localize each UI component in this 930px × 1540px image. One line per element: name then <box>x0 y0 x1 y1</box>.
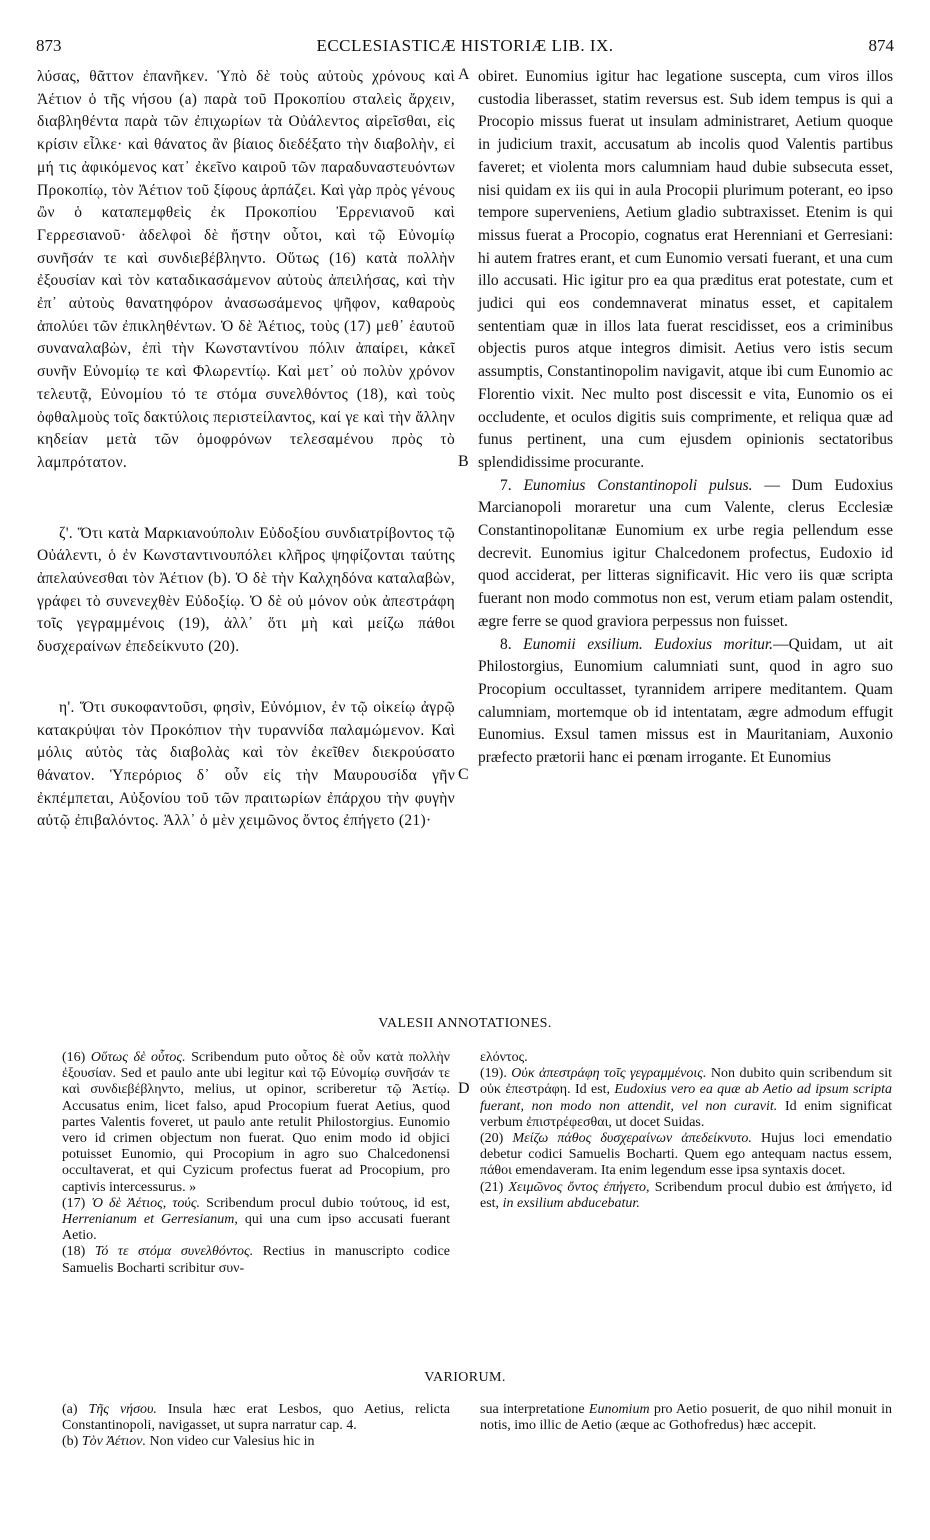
note-lemma: Τῆς νήσου. <box>88 1402 157 1417</box>
variorum-notes-left <box>62 1402 450 1451</box>
running-title: ECCLESIASTICÆ HISTORIÆ LIB. IX. <box>316 36 614 55</box>
note-number: (17) <box>62 1195 86 1211</box>
note-number: (18) <box>62 1244 86 1260</box>
note-number: (20) <box>480 1131 504 1147</box>
note-number: (16) <box>62 1050 86 1065</box>
note-emphasis: Eunomium <box>588 1402 650 1417</box>
note-text: Scribendum procul dubio est ἀπήγετο, id est, <box>480 1179 892 1211</box>
latin-paragraph-1: obiret. Eunomius igitur hac legatione suscepta, cum viros illos custodia liberasset, statim reversus est. Sub idem tempus is qui a Procopio missus fuerat ut insulam administraret, Aetium quoque in judicium traxit, accusatum ab incolis quod Valentis partibus faveret; et violenta mors calumniam haud dubie subsecuta esset, nisi quidam ex iis qui in aula Procopii plurimum poterant, eo ipso tempore superveniens, Aetium gladio subtraxisset. Etenim is qui missus fuerat a Procopio, cognatus erat Herenniani et Gerresiani: hi autem fratres erant, et cum Eunomio versati fuerant, et una cum illo accusati. Hic igitur pro ea qua præditus erat potestate, cum et judici qui eos condemnaverat minatus esset, et capitalem sententiam quæ in illos lata fuerat rescidisset, eos a criminibus objectis puros atque integros dimisit. Aetius vero istis secum assumptis, Constantinopolim navigavit, atque ibi cum Eunomio ac Florentio vixit. Nec multo post discessit e vita, Eunomio os ei occludente, et oculos digitis suis comprimente, et reliqua quæ ad funus pertinent, una cum ejusdem opinionis sectatoribus splendidissime procurante. <box>478 68 893 471</box>
section-title-7: Eunomius Constantinopoli pulsus. <box>523 476 753 494</box>
note-emphasis: Eudoxius vero ea quæ ab Aetio ad ipsum scripta fuerant, non modo non attendit, vel non curavit. <box>480 1082 892 1114</box>
latin-paragraph-8 <box>478 634 893 770</box>
variorum-note-b-continued <box>480 1402 892 1434</box>
latin-paragraph-7-body: — Dum Eudoxius Marcianopoli moraretur una cum Valente, clerus Ecclesiæ Constantinopolitanæ Eunomium ex urbe regia pellendum esse decrevit. Eunomius igitur Chalcedonem profectus, Eudoxio id quod acciderat, per litteras significavit. Hic vero iis quæ scripta fuerant non modo commotus non est, verum etiam palam ostendit, ægre ferre se quod graviora perpessus non fuisset. <box>478 476 894 630</box>
note-17 <box>62 1196 450 1245</box>
latin-paragraph-8-body: —Quidam, ut ait Philostorgius, Eunomium calumniati sunt, quod in agro suo Procopium occultasset, tyrannidem arripere meditantem. Quam calumniam, mortemque ob id intentatam, ægre admodum effugit Eunomius. Exsul tamen missus est in Mauritaniam, Auxonio præfecto prætorii hanc ei pœnam irrogante. Et Eunomius <box>478 635 893 767</box>
note-21 <box>480 1180 892 1212</box>
note-emphasis: Herrenianum et Gerresianum <box>62 1212 235 1228</box>
note-lemma: Τό τε στόμα συνελθόντος. <box>94 1244 254 1260</box>
note-number: (19). <box>480 1066 507 1082</box>
section-number-8: 8. <box>500 635 512 653</box>
latin-paragraph-7 <box>478 475 893 634</box>
note-text: sua interpretatione <box>480 1402 589 1417</box>
note-text: Scribendum procul dubio τούτους, id est, <box>200 1195 450 1211</box>
note-19 <box>480 1066 892 1131</box>
note-lemma: Τὸν Ἀέτιον. <box>81 1434 147 1450</box>
greek-paragraph-1: λύσας, θᾶττον ἐπανῆκεν. Ὑπὸ δὲ τοὺς αὐτοὺς χρόνους καὶ Ἀέτιον ὁ τῆς νήσου (a) παρὰ τοῦ Προκοπίου σταλεὶς ἄρχειν, διαβληθέντα παρὰ τῶν ἐπιχωρίων τὰ Οὐάλεντος αἱρεῖσθαι, εἰς κρίσιν εἷλκε· καὶ θάνατος ἂν βίαιος διεδέξατο τὴν διαβολὴν, εἰ μή τις ἀφικόμενος κατ᾽ ἐκεῖνο καιροῦ τῶν παραδυναστευόντων Προκοπίῳ, τὸν Ἀέτιον τοῦ ξίφους ἁρπάζει. Καὶ γὰρ πρὸς γένους ὢν ὁ καταπεμφθεὶς ἐκ Προκοπίου Ἐρρενιανοῦ καὶ Γερρεσιανοῦ· ἀδελφοὶ δὲ ἤστην οὗτοι, καὶ τῷ Εὐνομίῳ συνῆσάν τε καὶ συνδιεβέβληντο. Οὕτως (16) κατὰ πολλὴν ἐξουσίαν καὶ τὸν καταδικασάμενον αὐτοὺς ἀπειλήσας, καὶ τὴν ἐπ᾽ αὐτοὺς θανατηφόρον ἀνασωσάμενος ψῆφον, καθαροὺς ἀπολύει τῶν ἐπικληθέντων. Ὁ δὲ Ἀέτιος, τοὺς (17) μεθ᾽ ἑαυτοῦ συναναλαβὼν, ἐπὶ τὴν Κωνσταντίνου πόλιν ἀπαίρει, κἀκεῖ συνῆν Εὐνομίῳ τε καὶ Φλωρεντίῳ. Καὶ μετ᾽ οὐ πολὺν χρόνον τελευτᾷ, Εὐνομίου τό τε στόμα συνελθόντος (18), καὶ τοὺς ὀφθαλμοὺς τοῖς δακτύλοις περιστείλαντος, καί γε καὶ τὴν ἄλλην κηδείαν μετὰ τῶν ὁμοφρόνων τελεσαμένου πρὸς τὸ λαμπρότατον. <box>37 68 455 471</box>
variorum-note-b <box>62 1434 450 1450</box>
note-lemma: Μείζω πάθος δυσχεραίνων ἀπεδείκνυτο. <box>512 1131 752 1147</box>
valesii-heading: VALESII ANNOTATIONES. <box>378 1016 552 1031</box>
note-20 <box>480 1131 892 1180</box>
variorum-heading: VARIORUM. <box>424 1370 506 1385</box>
note-text: Scribendum puto οὗτος δὲ οὖν κατὰ πολλὴν ἐξουσίαν. Sed et paulo ante ubi legitur καὶ τῷ Εὐνομίῳ συνῆσάν τε καὶ συνδιεβέβληντο, melius, ut opinor, scriberetur τῷ Ἀετίῳ. Accusatus enim, licet falso, apud Procopium fuerat Aetius, quod partes Valentis foveret, ut paulo ante retulit Philostorgius. Eunomio vero id crimen objectum non fuerat. Quo enim modo id objici potuisset Eunomio, qui Procopium in agro suo Chalcedonensi occultaverat, et qui Cyzicum profectus fuerat ad Procopium, pro captivis intercessurus. » <box>62 1050 450 1195</box>
note-emphasis: in exsilium abducebatur. <box>502 1195 640 1211</box>
note-text: Non dubito quin scribendum sit οὐκ ἐπεστράφη. Id est, <box>480 1066 892 1098</box>
section-number-7: 7. <box>500 476 512 494</box>
latin-column <box>478 66 893 770</box>
note-text-tail: pro Aetio posuerit, de quo nihil monuit in notis, imo illic de Aetio (æque ac Gothofredus) hæc accepit. <box>480 1402 892 1434</box>
variorum-note-a <box>62 1402 450 1434</box>
greek-paragraph-7: ζ'. Ὅτι κατὰ Μαρκιανούπολιν Εὐδοξίου συνδιατρίβοντος τῷ Οὐάλεντι, ὁ ἐν Κωνσταντινουπόλει κλῆρος ψηφίζονται ταύτης ἀπελαύνεσθαι τὸν Ἀέτιον (b). Ὁ δὲ τὴν Καλχηδόνα καταλαβὼν, γράφει τὸ συνενεχθὲν Εὐδοξίῳ. Ὁ δὲ οὐ μόνον οὐκ ἀπεστράφη τοῖς γεγραμμένοις (19), ἀλλ᾽ ὅτι μὴ καὶ μείζω πάθοι δυσχεραίνων ἐπεδείκνυτο (20). <box>37 524 455 656</box>
page-number-right: 874 <box>868 36 894 55</box>
note-text: Hujus loci emendatio debetur codici Samuelis Bocharti. Quem ego antequam nactus essem, πάθοι emendaveram. Ita enim legendum esse ipsa syntaxis docet. <box>480 1131 892 1179</box>
note-number: (a) <box>62 1402 78 1417</box>
margin-letter-d: D <box>458 1080 470 1097</box>
note-text: Insula hæc erat Lesbos, quo Aetius, relicta Constantinopoli, navigasset, ut supra narratur cap. 4. <box>62 1402 450 1434</box>
note-text-tail: Id enim significat verbum ἐπιστρέφεσθαι, ut docet Suidas. <box>480 1098 892 1130</box>
greek-column <box>37 66 455 833</box>
note-lemma: Οὕτως δὲ οὗτος. <box>90 1050 186 1065</box>
valesii-notes-left <box>62 1050 450 1277</box>
note-18-continued: ελόντος. <box>480 1050 528 1065</box>
section-title-8: Eunomii exsilium. Eudoxius moritur. <box>523 635 774 653</box>
note-text-tail: , qui una cum ipso accusati fuerant Aetio. <box>62 1212 450 1244</box>
note-16 <box>62 1050 450 1196</box>
note-number: (21) <box>480 1179 504 1195</box>
note-18 <box>62 1244 450 1276</box>
greek-paragraph-8: η'. Ὅτι συκοφαντοῦσι, φησὶν, Εὐνόμιον, ἐν τῷ οἰκείῳ ἀγρῷ κατακρύψαι τὸν Προκόπιον τὴν τυραννίδα παλαμώμενον. Καὶ μόλις αὐτὸς τὰς διαβολὰς καὶ τὸν ἐκεῖθεν διεκρούσατο θάνατον. Ὑπερόριος δ᾽ οὖν εἰς τὴν Μαυρουσίδα γῆν ἐκπέμπεται, Αὐξονίου τοῦ τῶν πραιτωρίων ἐπάρχου τὴν φυγὴν αὐτῷ ἐπιβαλόντος. Ἀλλ᾽ ὁ μὲν χειμῶνος ὄντος ἐπήγετο (21)· <box>37 698 455 830</box>
variorum-notes-right <box>480 1402 892 1434</box>
note-text: Non video cur Valesius hic in <box>146 1434 315 1450</box>
note-text: Rectius in manuscripto codice Samuelis Bocharti scribitur συν- <box>62 1244 451 1276</box>
valesii-notes-right <box>480 1050 892 1212</box>
note-lemma: Οὐκ ἀπεστράφη τοῖς γεγραμμένοις. <box>511 1066 707 1082</box>
note-lemma: Ὁ δὲ Ἀέτιος, τούς. <box>91 1195 200 1211</box>
note-number: (b) <box>62 1434 79 1450</box>
running-header <box>36 36 894 62</box>
note-lemma: Χειμῶνος ὄντος ἐπήγετο, <box>508 1179 650 1195</box>
margin-letter-c: C <box>458 766 469 783</box>
margin-letter-a: A <box>458 66 470 83</box>
page-number-left: 873 <box>36 36 62 55</box>
margin-letter-b: B <box>458 453 469 470</box>
